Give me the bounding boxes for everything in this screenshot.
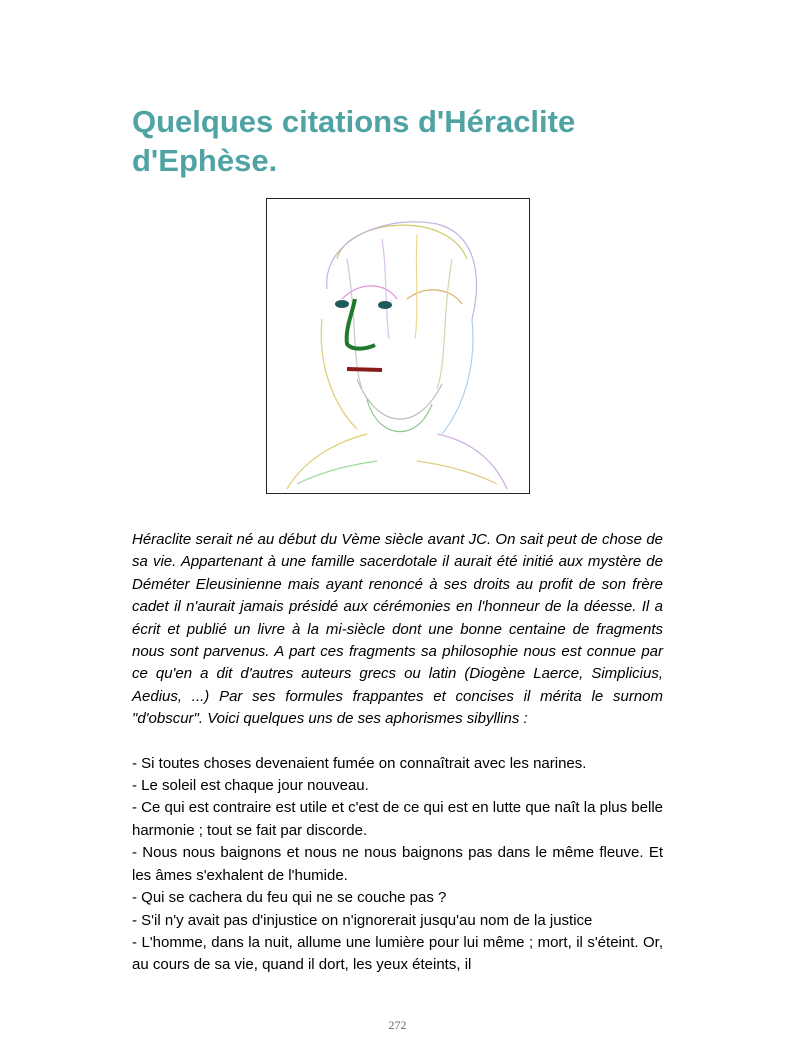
quote-item: - Qui se cachera du feu qui ne se couche pas ? (132, 889, 447, 907)
quote-item: - Si toutes choses devenaient fumée on connaîtrait avec les narines. (132, 754, 587, 772)
quote-item: - Ce qui est contraire est utile et c'est de ce qui est en lutte que naît la plus belle harmonie ; tout se fait par discorde. (132, 799, 663, 839)
title-line-2: d'Ephèse. (132, 143, 278, 178)
quotes-list (132, 753, 663, 977)
body-text (132, 529, 663, 977)
quote-item: - S'il n'y avait pas d'injustice on n'ignorerait jusqu'au nom de la justice (132, 911, 593, 929)
intro-paragraph: Héraclite serait né au début du Vème siècle avant JC. On sait peut de chose de sa vie. Appartenant à une famille sacerdotale il aurait été initié aux mystère de Déméter Eleusinienne mais ayant renoncé à ses droits au profit de son frère cadet il n'aurait jamais présidé aux cérémonies en l'honneur de la déesse. Il a écrit et publié un livre à la mi-siècle dont une bonne centaine de fragments nous sont parvenus. A part ces fragments sa philosophie nous est connue par ce qu'en a dit d'autres auteurs grecs ou latin (Diogène Laerce, Simplicius, Aedius, ...) Par ses formules frappantes et concises il mérita le surnom "d'obscur". Voici quelques uns de ses aphorismes sibyllins : (132, 531, 663, 728)
quote-item: - Le soleil est chaque jour nouveau. (132, 777, 369, 795)
page-title (132, 102, 692, 180)
quote-item: - L'homme, dans la nuit, allume une lumière pour lui même ; mort, il s'éteint. Or, au cours de sa vie, quand il dort, les yeux éteints, il (132, 933, 663, 974)
heraclitus-portrait-image (266, 198, 530, 494)
portrait-sketch (267, 199, 529, 493)
quote-item: - Nous nous baignons et nous ne nous baignons pas dans le même fleuve. Et les âmes s'exhalent de l'humide. (132, 844, 663, 884)
title-line-1: Quelques citations d'Héraclite (132, 104, 576, 139)
page-number: 272 (388, 1018, 407, 1032)
